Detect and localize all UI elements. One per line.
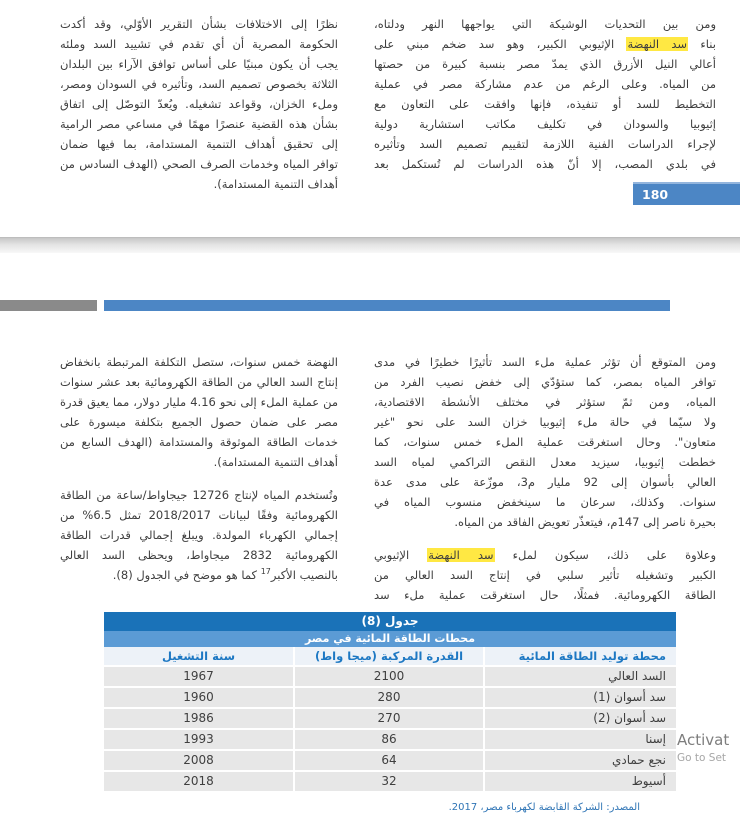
text-line: نظرًا إلى الاختلافات بشأن التقرير الأوّلي، وقد أكدت bbox=[60, 17, 338, 31]
text-line: إجمالي الكهرباء المولدة. ويبلغ إجمالي قدرات الطاقة bbox=[60, 528, 338, 542]
text-line: أعالي النيل الأزرق الذي يمدّ مصر بنسبة كبيرة من حصتها bbox=[374, 57, 716, 71]
page1-right-column bbox=[374, 14, 716, 174]
page2-left-column bbox=[60, 352, 338, 585]
cell-station: إسنا bbox=[485, 730, 676, 749]
text-line: يجب أن يكون مبنيًا على أساس توافق الآراء بين البلدان bbox=[60, 57, 338, 71]
table-row bbox=[104, 730, 676, 749]
text-line: الطاقة الكهرومائية. فمثلًا، حال استغرقت عملية ملء سد bbox=[374, 588, 716, 602]
text-segment: الإثيوبي bbox=[374, 548, 428, 562]
text-line bbox=[374, 34, 716, 54]
text-line: الكهرومائية وفقًا لبيانات 2018/2017 تمثل 6.5% من bbox=[60, 508, 338, 522]
text-line: خدمات الطاقة الموثوقة والمستدامة (الهدف السابع من bbox=[60, 435, 338, 449]
footnote-ref: 17 bbox=[260, 567, 271, 577]
highlighted-text: سد النهضة bbox=[428, 548, 494, 562]
cell-year: 1960 bbox=[104, 688, 295, 707]
column-header-year: سنة التشغيل bbox=[104, 647, 295, 665]
table-row bbox=[104, 772, 676, 791]
text-line: خططت إثيوبيا، سيزيد معدل النقص التراكمي لمياه السد bbox=[374, 455, 716, 469]
highlighted-text: سد النهضة bbox=[627, 37, 688, 51]
activation-watermark-line1: Activat bbox=[677, 731, 730, 749]
section-bar-blue bbox=[104, 300, 670, 311]
text-line: لإجراء الدراسات الفنية اللازمة لتقييم تصميم السد وتأثيره bbox=[374, 137, 716, 151]
text-line: من عملية الملء إلى نحو 4.16 مليار دولار، مما يعيق قدرة bbox=[60, 395, 338, 409]
text-segment: بالنصيب الأكبر bbox=[270, 568, 338, 582]
text-line bbox=[374, 545, 716, 565]
cell-year: 2008 bbox=[104, 751, 295, 770]
cell-capacity: 64 bbox=[295, 751, 485, 770]
text-line: مصر على ضمان حصول الجميع بتكلفة ميسورة على bbox=[60, 415, 338, 429]
text-line: ومن بين التحديات الوشيكة التي يواجهها النهر ودلتاه، bbox=[374, 17, 716, 31]
text-line: الثلاثة بخصوص تصميم السد، وتأثيره في السودان ومصر، bbox=[60, 77, 338, 91]
text-line: ولا سيّما في حالة ملء إثيوبيا خزان السد على نحو "غير bbox=[374, 415, 716, 429]
activation-watermark bbox=[677, 731, 729, 764]
table-title: جدول (8) bbox=[104, 612, 676, 631]
text-line: إلى تحقيق أهداف التنمية المستدامة، بما فيها ضمان bbox=[60, 137, 338, 151]
table-row bbox=[104, 688, 676, 707]
text-line: الكبير وتشغيله تأثير سلبي في إنتاج السد العالي من bbox=[374, 568, 716, 582]
cell-capacity: 32 bbox=[295, 772, 485, 791]
cell-capacity: 86 bbox=[295, 730, 485, 749]
activation-watermark-line2: Go to Set bbox=[677, 752, 727, 764]
text-segment: كما هو موضح في الجدول (8). bbox=[112, 568, 261, 582]
text-line: وتُستخدم المياه لإنتاج 12726 جيجاواط/ساعة من الطاقة bbox=[60, 488, 338, 502]
cell-capacity: 280 bbox=[295, 688, 485, 707]
text-segment: وعلاوة على ذلك، سيكون لملء bbox=[494, 548, 716, 562]
text-line bbox=[60, 565, 338, 585]
table-row bbox=[104, 709, 676, 728]
cell-station: أسيوط bbox=[485, 772, 676, 791]
table-source-note: المصدر: الشركة القابضة لكهرباء مصر، 2017. bbox=[448, 802, 640, 813]
cell-station: سد أسوان (2) bbox=[485, 709, 676, 728]
table-subtitle: محطات الطاقة المائية في مصر bbox=[104, 631, 676, 647]
text-line: إنتاج السد العالي من الطاقة الكهرومائية بعد عشر سنوات bbox=[60, 375, 338, 389]
cell-station: السد العالي bbox=[485, 667, 676, 686]
page2-right-column bbox=[374, 352, 716, 605]
text-line: أهداف التنمية المستدامة). bbox=[213, 177, 338, 191]
cell-year: 2018 bbox=[104, 772, 295, 791]
cell-station: سد أسوان (1) bbox=[485, 688, 676, 707]
column-header-capacity: القدرة المركبة (ميجا واط) bbox=[295, 647, 485, 665]
text-line: بشأن هذه القضية عنصرًا مهمًا في مساعي مصر الرامية bbox=[60, 117, 338, 131]
page-separator bbox=[0, 237, 740, 253]
page-number-badge: 180 bbox=[633, 182, 740, 205]
text-line: إثيوبيا والسودان في تكليف مكاتب استشارية دولية bbox=[374, 117, 716, 131]
text-line: الكهرومائية 2832 ميجاواط، ويحظى السد العالي bbox=[60, 548, 338, 562]
text-line: أهداف التنمية المستدامة). bbox=[213, 455, 338, 469]
text-line: في بلدي المصب، إلا أنّ هذه الدراسات لم تُستكمل بعد bbox=[374, 157, 716, 171]
cell-capacity: 270 bbox=[295, 709, 485, 728]
text-line: بحيرة ناصر إلى 147م، فيتعذّر تعويض الفاقد من المياه. bbox=[454, 515, 716, 529]
text-line: من المياه. وعلى الرغم من عدم مشاركة مصر في عملية bbox=[374, 77, 716, 91]
hydropower-table bbox=[104, 612, 676, 793]
text-line: سنوات. وكذلك، سرعان ما سينخفض منسوب المياه في bbox=[374, 495, 716, 509]
cell-year: 1967 bbox=[104, 667, 295, 686]
table-row bbox=[104, 667, 676, 686]
text-line: ومن المتوقع أن تؤثر عملية ملء السد تأثيرًا خطيرًا في مدى bbox=[374, 355, 716, 369]
text-line: التخطيط للسد أو تنفيذه، فإنها وافقت على التعاون مع bbox=[374, 97, 716, 111]
table-header-row bbox=[104, 647, 676, 665]
text-segment: الإثيوبي الكبير، وهو سد ضخم مبني على bbox=[374, 37, 627, 51]
cell-year: 1993 bbox=[104, 730, 295, 749]
text-line: متعاون". وحال استغرقت عملية الملء خمس سنوات، كما bbox=[374, 435, 716, 449]
page1-left-column bbox=[60, 14, 338, 194]
cell-station: نجع حمادي bbox=[485, 751, 676, 770]
column-header-station: محطة توليد الطاقة المائية bbox=[485, 647, 676, 665]
section-bar-gray bbox=[0, 300, 97, 311]
cell-year: 1986 bbox=[104, 709, 295, 728]
text-line: العالي بأسوان إلى 92 مليار م3، موزّعة على مدى عدة bbox=[374, 475, 716, 489]
cell-capacity: 2100 bbox=[295, 667, 485, 686]
text-segment: بناء bbox=[688, 37, 716, 51]
text-line: الحكومة المصرية أن أي تقدم في تشييد السد وملئه bbox=[60, 37, 338, 51]
paragraph-gap bbox=[374, 532, 716, 545]
text-line: توافر المياه وخدمات الصرف الصحي (الهدف السادس من bbox=[60, 157, 338, 171]
paragraph-gap bbox=[60, 472, 338, 485]
text-line: النهضة خمس سنوات، ستصل التكلفة المرتبطة بانخفاض bbox=[60, 355, 338, 369]
table-row bbox=[104, 751, 676, 770]
text-line: توافر المياه بمصر، كما ستؤدّي إلى خفض نصيب الفرد من bbox=[374, 375, 716, 389]
text-line: وملء الخزان، وقواعد تشغيله. ويُعدّ التوصّل إلى اتفاق bbox=[60, 97, 338, 111]
text-line: المياه، ومن ثمّ ستؤثر في مختلف الأنشطة الاقتصادية، bbox=[374, 395, 716, 409]
